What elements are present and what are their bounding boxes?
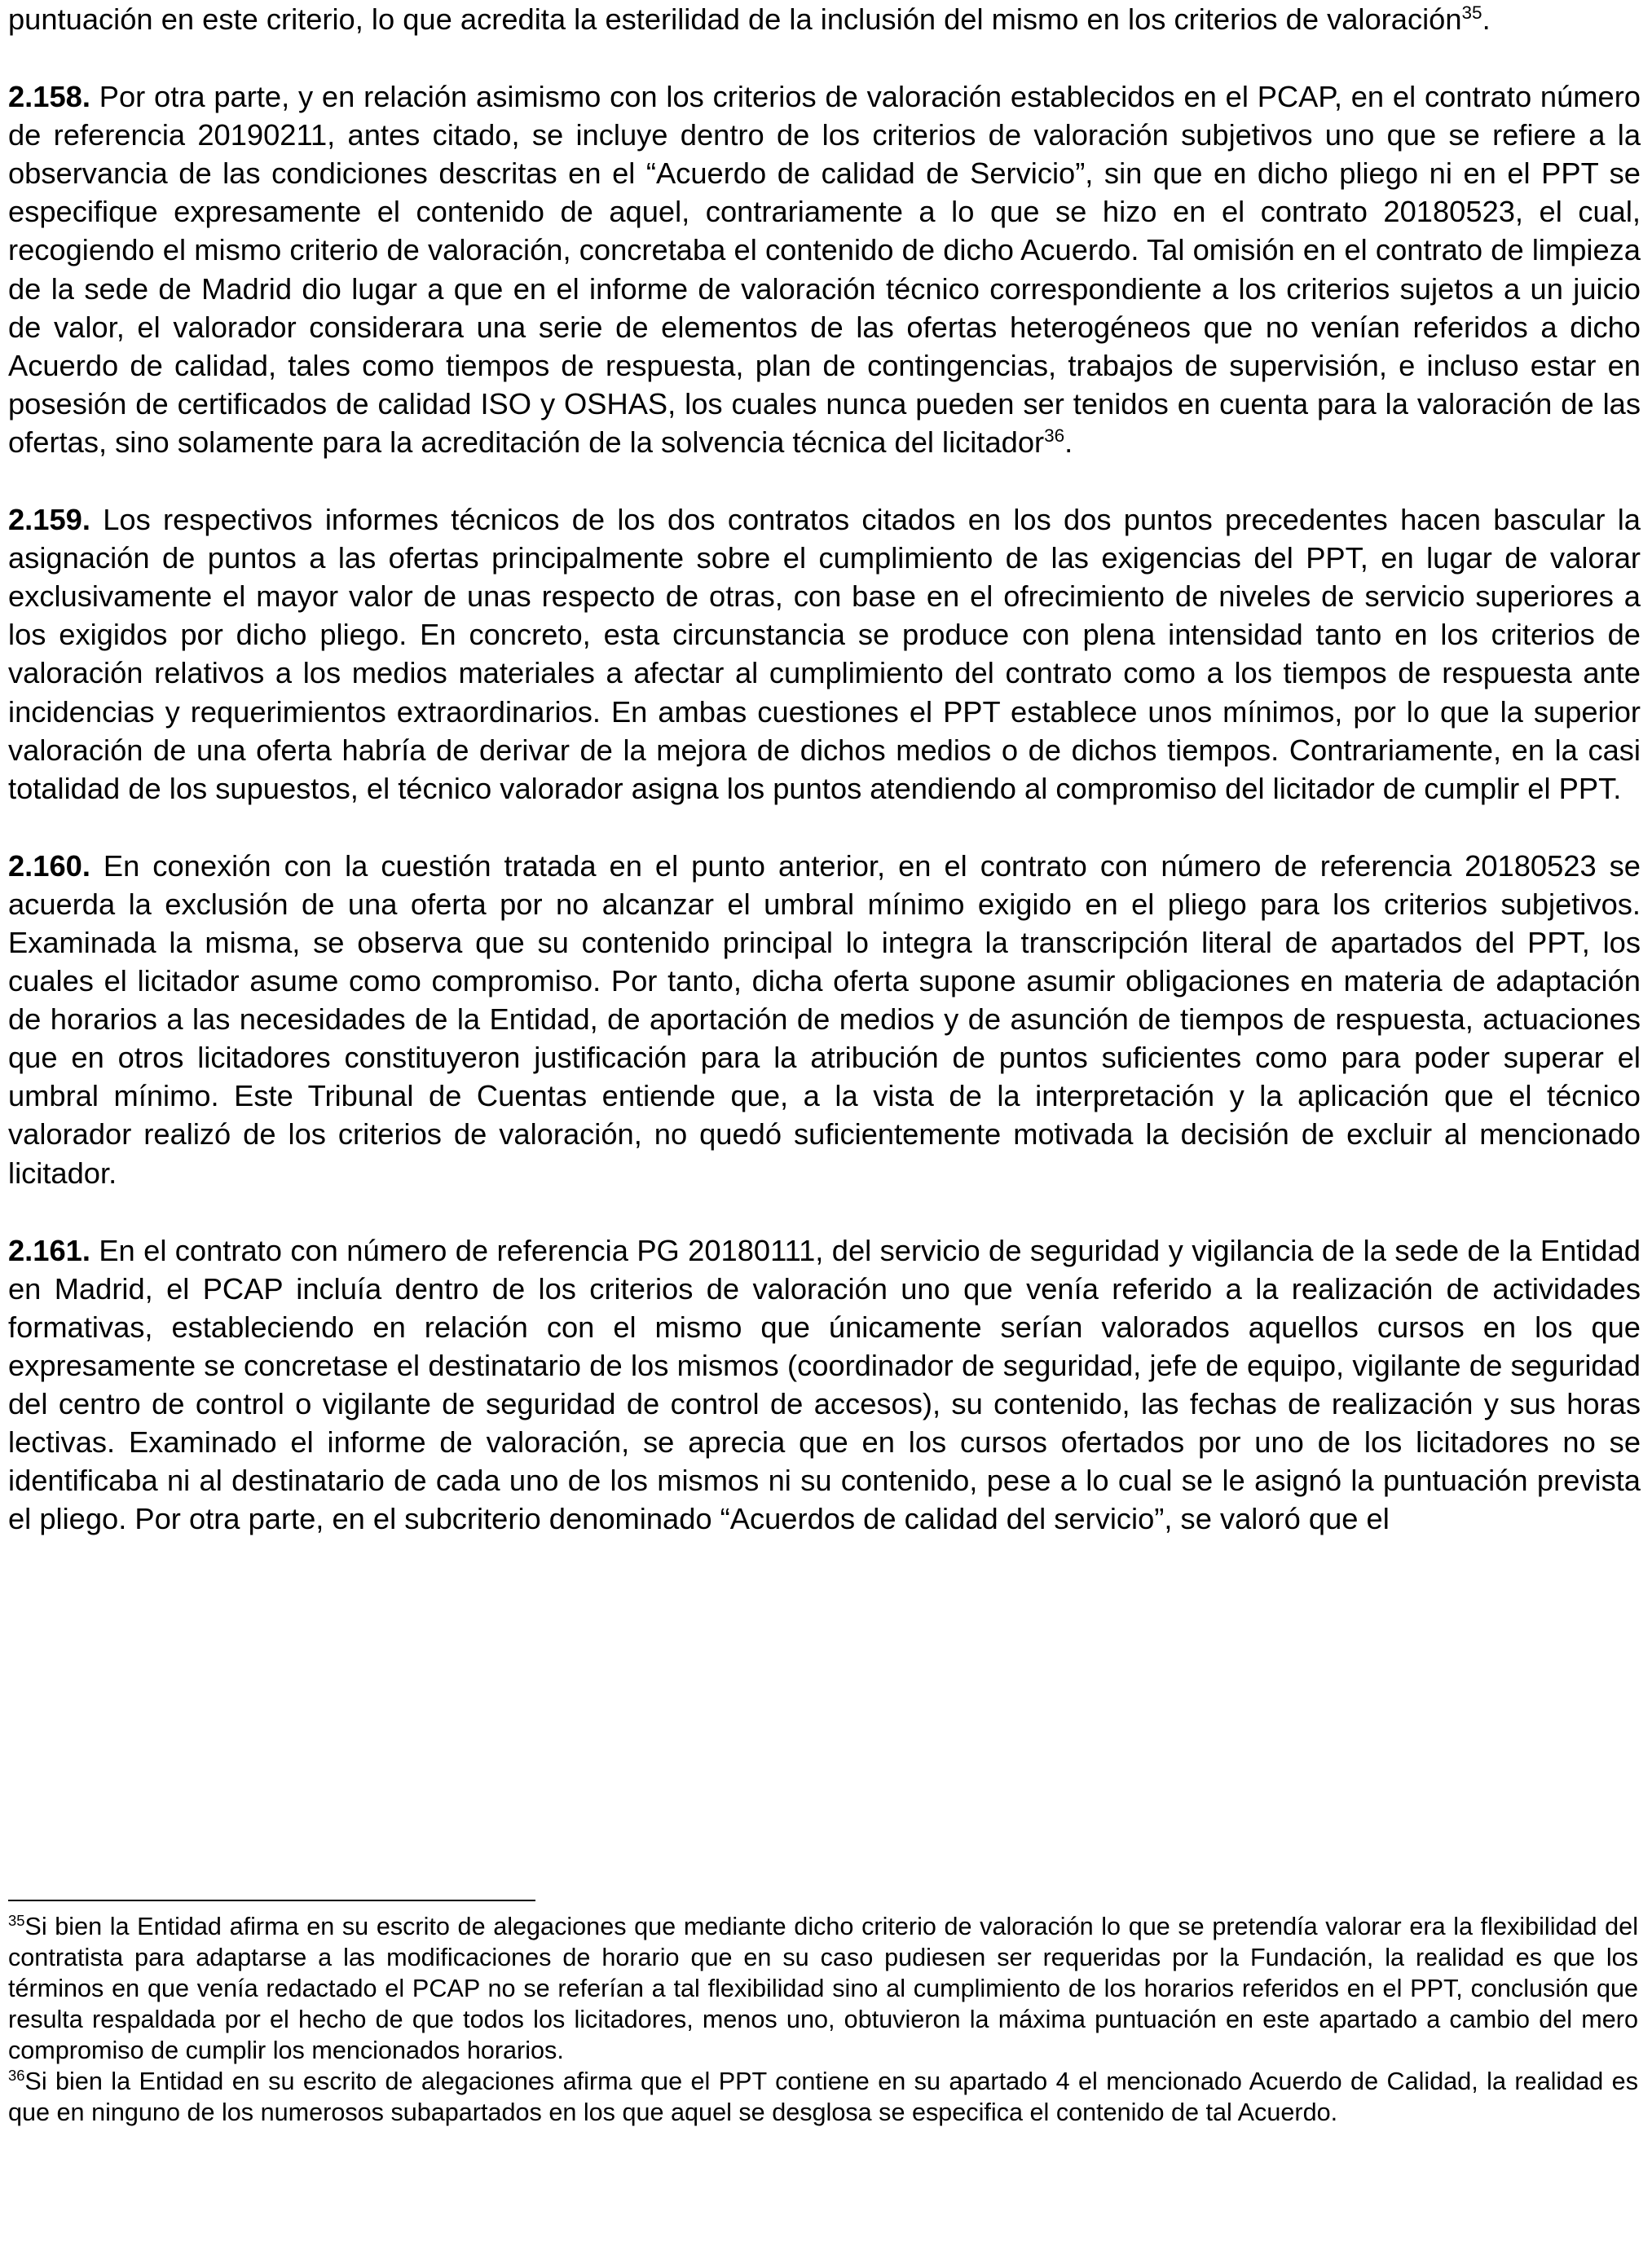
paragraph-number: 2.159. [8, 503, 90, 537]
footnote-text: Si bien la Entidad en su escrito de alegaciones afirma que el PPT contiene en su apartado 4 el mencionado Acuerdo de Calidad, la realidad es que en ninguno de los numerosos subapartados en los que aquel se desglosa se especifica el contenido de tal Acuerdo. [8, 2068, 1638, 2126]
paragraph-text: puntuación en este criterio, lo que acredita la esterilidad de la inclusión del mismo en los criterios de valoración [8, 2, 1462, 36]
paragraph-2-161 [8, 1231, 1641, 1539]
paragraph-text: Los respectivos informes técnicos de los dos contratos citados en los dos puntos precedentes hacen bascular la asignación de puntos a las ofertas principalmente sobre el cumplimiento de las exigencias del PPT, en lugar de valorar exclusivamente el mayor valor de unas respecto de otras, con base en el ofrecimiento de niveles de servicio superiores a los exigidos por dicho pliego. En concreto, esta circunstancia se produce con plena intensidad tanto en los criterios de valoración relativos a los medios materiales a afectar al cumplimiento del contrato como a los tiempos de respuesta ante incidencias y requerimientos extraordinarios. En ambas cuestiones el PPT establece unos mínimos, por lo que la superior valoración de una oferta habría de derivar de la mejora de dichos medios o de dichos tiempos. Contrariamente, en la casi totalidad de los supuestos, el técnico valorador asigna los puntos atendiendo al compromiso del licitador de cumplir el PPT. [8, 503, 1641, 805]
paragraph-number: 2.158. [8, 80, 90, 114]
paragraph-number: 2.161. [8, 1233, 90, 1267]
paragraph-text: En el contrato con número de referencia PG 20180111, del servicio de seguridad y vigilancia de la sede de la Entidad en Madrid, el PCAP incluía dentro de los criterios de valoración uno que venía referido a la realización de actividades formativas, estableciendo en relación con el mismo que únicamente serían valorados aquellos cursos en los que expresamente se concretase el destinatario de los mismos (coordinador de seguridad, jefe de equipo, vigilante de seguridad del centro de control o vigilante de seguridad de control de accesos), su contenido, las fechas de realización y sus horas lectivas. Examinado el informe de valoración, se aprecia que en los cursos ofertados por uno de los licitadores no se identificaba ni al destinatario de cada uno de los mismos ni su contenido, pese a lo cual se le asignó la puntuación prevista el pliego. Por otra parte, en el subcriterio denominado “Acuerdos de calidad del servicio”, se valoró que el [8, 1233, 1641, 1536]
footnote-separator [8, 1900, 535, 1901]
document-body [8, 0, 1641, 1538]
paragraph-number: 2.160. [8, 848, 90, 883]
footnote-35 [8, 1911, 1638, 2066]
footnote-ref-36[interactable]: 36 [1044, 425, 1065, 446]
footnote-text: Si bien la Entidad afirma en su escrito de alegaciones que mediante dicho criterio de valoración lo que se pretendía valorar era la flexibilidad del contratista para adaptarse a las modificaciones de horario que en su caso pudiesen ser requeridas por la Fundación, la realidad es que los términos en que venía redactado el PCAP no se referían a tal flexibilidad sino al cumplimiento de los horarios referidos en el PPT, conclusión que resulta respaldada por el hecho de que todos los licitadores, menos uno, obtuvieron la máxima puntuación en este apartado a cambio del mero compromiso de cumplir los mencionados horarios. [8, 1913, 1638, 2064]
paragraph-continuation: puntuación en este criterio, lo que acredita la esterilidad de la inclusión del mismo en los criterios de valoración$^{35}$. [8, 2, 1491, 36]
paragraph-2-159 [8, 500, 1641, 808]
paragraph-text: En conexión con la cuestión tratada en el punto anterior, en el contrato con número de referencia 20180523 se acuerda la exclusión de una oferta por no alcanzar el umbral mínimo exigido en el pliego para los criterios subjetivos. Examinada la misma, se observa que su contenido principal lo integra la transcripción literal de apartados del PPT, los cuales el licitador asume como compromiso. Por tanto, dicha oferta supone asumir obligaciones en materia de adaptación de horarios a las necesidades de la Entidad, de aportación de medios y de asunción de tiempos de respuesta, actuaciones que en otros licitadores constituyeron justificación para la atribución de puntos suficientes como para poder superar el umbral mínimo. Este Tribunal de Cuentas entiende que, a la vista de la interpretación y la aplicación que el técnico valorador realizó de los criterios de valoración, no quedó suficientemente motivada la decisión de excluir al mencionado licitador. [8, 848, 1641, 1190]
footnote-ref-35[interactable]: 35 [1461, 2, 1482, 23]
footnote-number: 36 [8, 2066, 25, 2084]
footnote-36 [8, 2066, 1638, 2128]
paragraph-2-158: 2.158. Por otra parte, y en relación asimismo con los criterios de valoración establecidos en el PCAP, en el contrato número de referencia 20190211, antes citado, se incluye dentro de los criterios de valoración subjetivos uno que se refiere a la observancia de las condiciones descritas en el “Acuerdo de calidad de Servicio”, sin que en dicho pliego ni en el PPT se especifique expresamente el contenido de aquel, contrariamente a lo que se hizo en el contrato 20180523, el cual, recogiendo el mismo criterio de valoración, concretaba el contenido de dicho Acuerdo. Tal omisión en el contrato de limpieza de la sede de Madrid dio lugar a que en el informe de valoración técnico correspondiente a los criterios sujetos a un juicio de valor, el valorador considerara una serie de elementos de las ofertas heterogéneos que no venían referidos a dicho Acuerdo de calidad, tales como tiempos de respuesta, plan de contingencias, trabajos de supervisión, e incluso estar en posesión de certificados de calidad ISO y OSHAS, los cuales nunca pueden ser tenidos en cuenta para la valoración de las ofertas, sino solamente para la acreditación de la solvencia técnica del licitador$^{36}$. [8, 80, 1641, 459]
paragraph-text: Por otra parte, y en relación asimismo con los criterios de valoración establecidos en el PCAP, en el contrato número de referencia 20190211, antes citado, se incluye dentro de los criterios de valoración subjetivos uno que se refiere a la observancia de las condiciones descritas en el “Acuerdo de calidad de Servicio”, sin que en dicho pliego ni en el PPT se especifique expresamente el contenido de aquel, contrariamente a lo que se hizo en el contrato 20180523, el cual, recogiendo el mismo criterio de valoración, concretaba el contenido de dicho Acuerdo. Tal omisión en el contrato de limpieza de la sede de Madrid dio lugar a que en el informe de valoración técnico correspondiente a los criterios sujetos a un juicio de valor, el valorador considerara una serie de elementos de las ofertas heterogéneos que no venían referidos a dicho Acuerdo de calidad, tales como tiempos de respuesta, plan de contingencias, trabajos de supervisión, e incluso estar en posesión de certificados de calidad ISO y OSHAS, los cuales nunca pueden ser tenidos en cuenta para la valoración de las ofertas, sino solamente para la acreditación de la solvencia técnica del licitador [8, 80, 1641, 459]
footnotes [8, 1911, 1638, 2128]
paragraph-2-160 [8, 847, 1641, 1192]
footnote-number: 35 [8, 1911, 25, 1929]
